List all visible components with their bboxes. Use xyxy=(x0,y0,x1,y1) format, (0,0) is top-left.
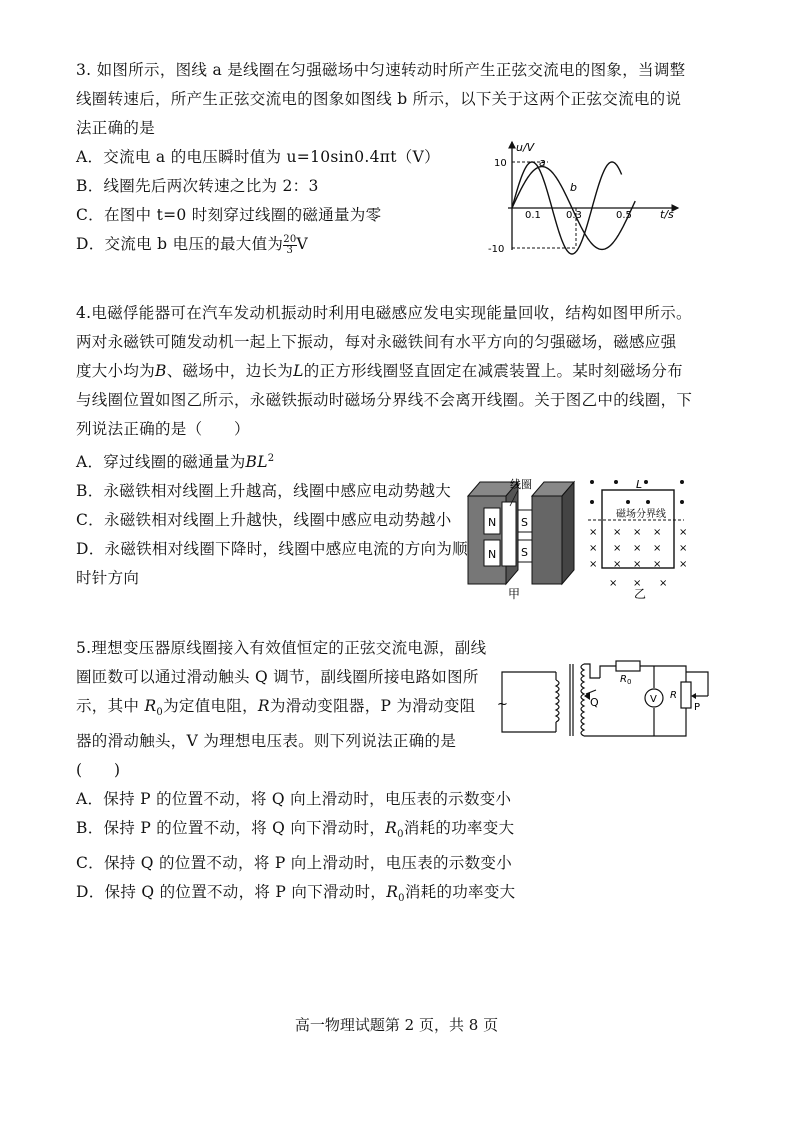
field-cross: × xyxy=(589,559,598,570)
y-axis-label: u/V xyxy=(516,141,535,154)
field-dot xyxy=(644,480,648,484)
q4-line-5: 列说法正确的是（ ） xyxy=(76,420,250,438)
transformer-circuit xyxy=(494,650,716,742)
q5-option-a: A．保持 P 的位置不动，将 Q 向上滑动时，电压表的示数变小 xyxy=(76,790,512,809)
field-dot xyxy=(590,500,594,504)
magnet-s-bottom: S xyxy=(521,546,528,559)
field-cross: × xyxy=(633,578,642,589)
field-cross: × xyxy=(633,543,642,554)
q4-option-d-2: 时针方向 xyxy=(76,569,140,588)
field-dot xyxy=(680,500,684,504)
q5-line-3: 示，其中 $R_0$为定值电阻，R为滑动变阻器，P 为滑动变阻 xyxy=(76,697,476,719)
field-in-crosses xyxy=(589,527,687,589)
figure-yi xyxy=(584,474,694,602)
p-label: P xyxy=(694,702,701,713)
x-tick-0-1: 0.1 xyxy=(525,210,541,221)
field-cross: × xyxy=(633,527,642,538)
field-dot xyxy=(680,480,684,484)
field-cross: × xyxy=(653,559,662,570)
r0-resistor xyxy=(616,661,640,671)
page-footer: 高一物理试题第 2 页，共 8 页 xyxy=(294,1016,499,1034)
field-cross: × xyxy=(609,578,618,589)
q5-line-5: ( ) xyxy=(76,761,121,780)
field-cross: × xyxy=(613,527,622,538)
magnet-s-top: S xyxy=(521,516,528,529)
field-cross: × xyxy=(679,527,688,538)
q5-option-b: B．保持 P 的位置不动，将 Q 向下滑动时，$R_0$消耗的功率变大 xyxy=(76,819,515,841)
caption-jia: 甲 xyxy=(508,587,521,601)
q3-option-b: B．线圈先后两次转速之比为 2：3 xyxy=(76,177,319,195)
x-axis-label: t/s xyxy=(660,208,674,221)
field-cross: × xyxy=(679,543,688,554)
curve-a-label: a xyxy=(539,156,546,169)
field-dot xyxy=(614,480,618,484)
field-cross: × xyxy=(679,559,688,570)
field-cross: × xyxy=(659,578,668,589)
curve-b-label: b xyxy=(570,181,577,194)
q5-line-1: 5.理想变压器原线圈接入有效值恒定的正弦交流电源，副线 xyxy=(76,639,487,657)
figure-jia xyxy=(466,474,578,602)
y-bottom-label: -10 xyxy=(488,244,505,255)
rheostat-r xyxy=(681,682,691,708)
q4-option-b: B．永磁铁相对线圈上升越高，线圈中感应电动势越大 xyxy=(76,482,452,501)
r-label: R xyxy=(670,690,677,701)
field-cross: × xyxy=(613,543,622,554)
q4-option-d-1: D．永磁铁相对线圈下降时，线圈中感应电流的方向为顺 xyxy=(76,540,468,559)
field-dot xyxy=(646,500,650,504)
side-label-L: L xyxy=(636,478,643,491)
field-cross: × xyxy=(589,527,598,538)
q3-stem-1: 3. 如图所示，图线 a 是线圈在匀强磁场中匀速转动时所产生正弦交流电的图象，当调整 xyxy=(76,61,686,79)
q-label: Q xyxy=(590,696,599,709)
r0-label: $R_0$ xyxy=(620,674,632,686)
coil-label: 线圈 xyxy=(510,478,532,491)
q3-stem-3: 法正确的是 xyxy=(76,119,156,137)
x-tick-0-3: 0.3 xyxy=(566,210,582,221)
q4-line-2: 两对永磁铁可随发动机一起上下振动，每对永磁铁间有水平方向的匀强磁场，磁感应强 xyxy=(76,333,677,351)
source-symbol: ~ xyxy=(497,697,508,712)
q3-option-a: A．交流电 a 的电压瞬时值为 u=10sin0.4πt（V） xyxy=(76,148,440,166)
field-dot xyxy=(590,480,594,484)
q5-option-d: D．保持 Q 的位置不动，将 P 向下滑动时，$R_0$消耗的功率变大 xyxy=(76,883,516,905)
q3-option-d: D．交流电 b 电压的最大值为 $\frac{20}{3}$ V xyxy=(76,233,309,256)
field-cross: × xyxy=(633,559,642,570)
q4-option-c: C．永磁铁相对线圈上升越快，线圈中感应电动势越小 xyxy=(76,511,452,530)
coil xyxy=(502,502,516,566)
q4-option-a: A．穿过线圈的磁通量为$BL^2$ xyxy=(76,453,275,472)
voltmeter-label: V xyxy=(650,694,657,705)
q4-line-3: 度大小均为B、磁场中，边长为L的正方形线圈竖直固定在减震装置上。某时刻磁场分布 xyxy=(76,362,683,380)
field-dot xyxy=(626,500,630,504)
q4-line-1: 4.电磁俘能器可在汽车发动机振动时利用电磁感应发电实现能量回收，结构如图甲所示。 xyxy=(76,304,692,322)
magnet-n-bottom: N xyxy=(488,548,497,561)
caption-yi: 乙 xyxy=(634,587,647,601)
field-cross: × xyxy=(653,543,662,554)
q4-line-4: 与线圈位置如图乙所示，永磁铁振动时磁场分界线不会离开线圈。关于图乙中的线圈，下 xyxy=(76,391,693,409)
ac-voltage-graph xyxy=(486,138,686,256)
q3-option-c: C．在图中 t=0 时刻穿过线圈的磁通量为零 xyxy=(76,206,382,224)
y-top-label: 10 xyxy=(494,158,507,169)
x-tick-0-5: 0.5 xyxy=(616,210,632,221)
q5-line-4: 器的滑动触头，V 为理想电压表。则下列说法正确的是 xyxy=(76,732,457,751)
q5-line-2: 圈匝数可以通过滑动触头 Q 调节，副线圈所接电路如图所 xyxy=(76,668,479,686)
field-cross: × xyxy=(613,559,622,570)
magnet-n-top: N xyxy=(488,516,497,529)
q5-option-c: C．保持 Q 的位置不动，将 P 向上滑动时，电压表的示数变小 xyxy=(76,854,513,873)
field-cross: × xyxy=(653,527,662,538)
q3-stem-2: 线圈转速后，所产生正弦交流电的图象如图线 b 所示，以下关于这两个正弦交流电的说 xyxy=(76,90,682,108)
field-cross: × xyxy=(589,543,598,554)
boundary-label: 磁场分界线 xyxy=(616,509,666,520)
